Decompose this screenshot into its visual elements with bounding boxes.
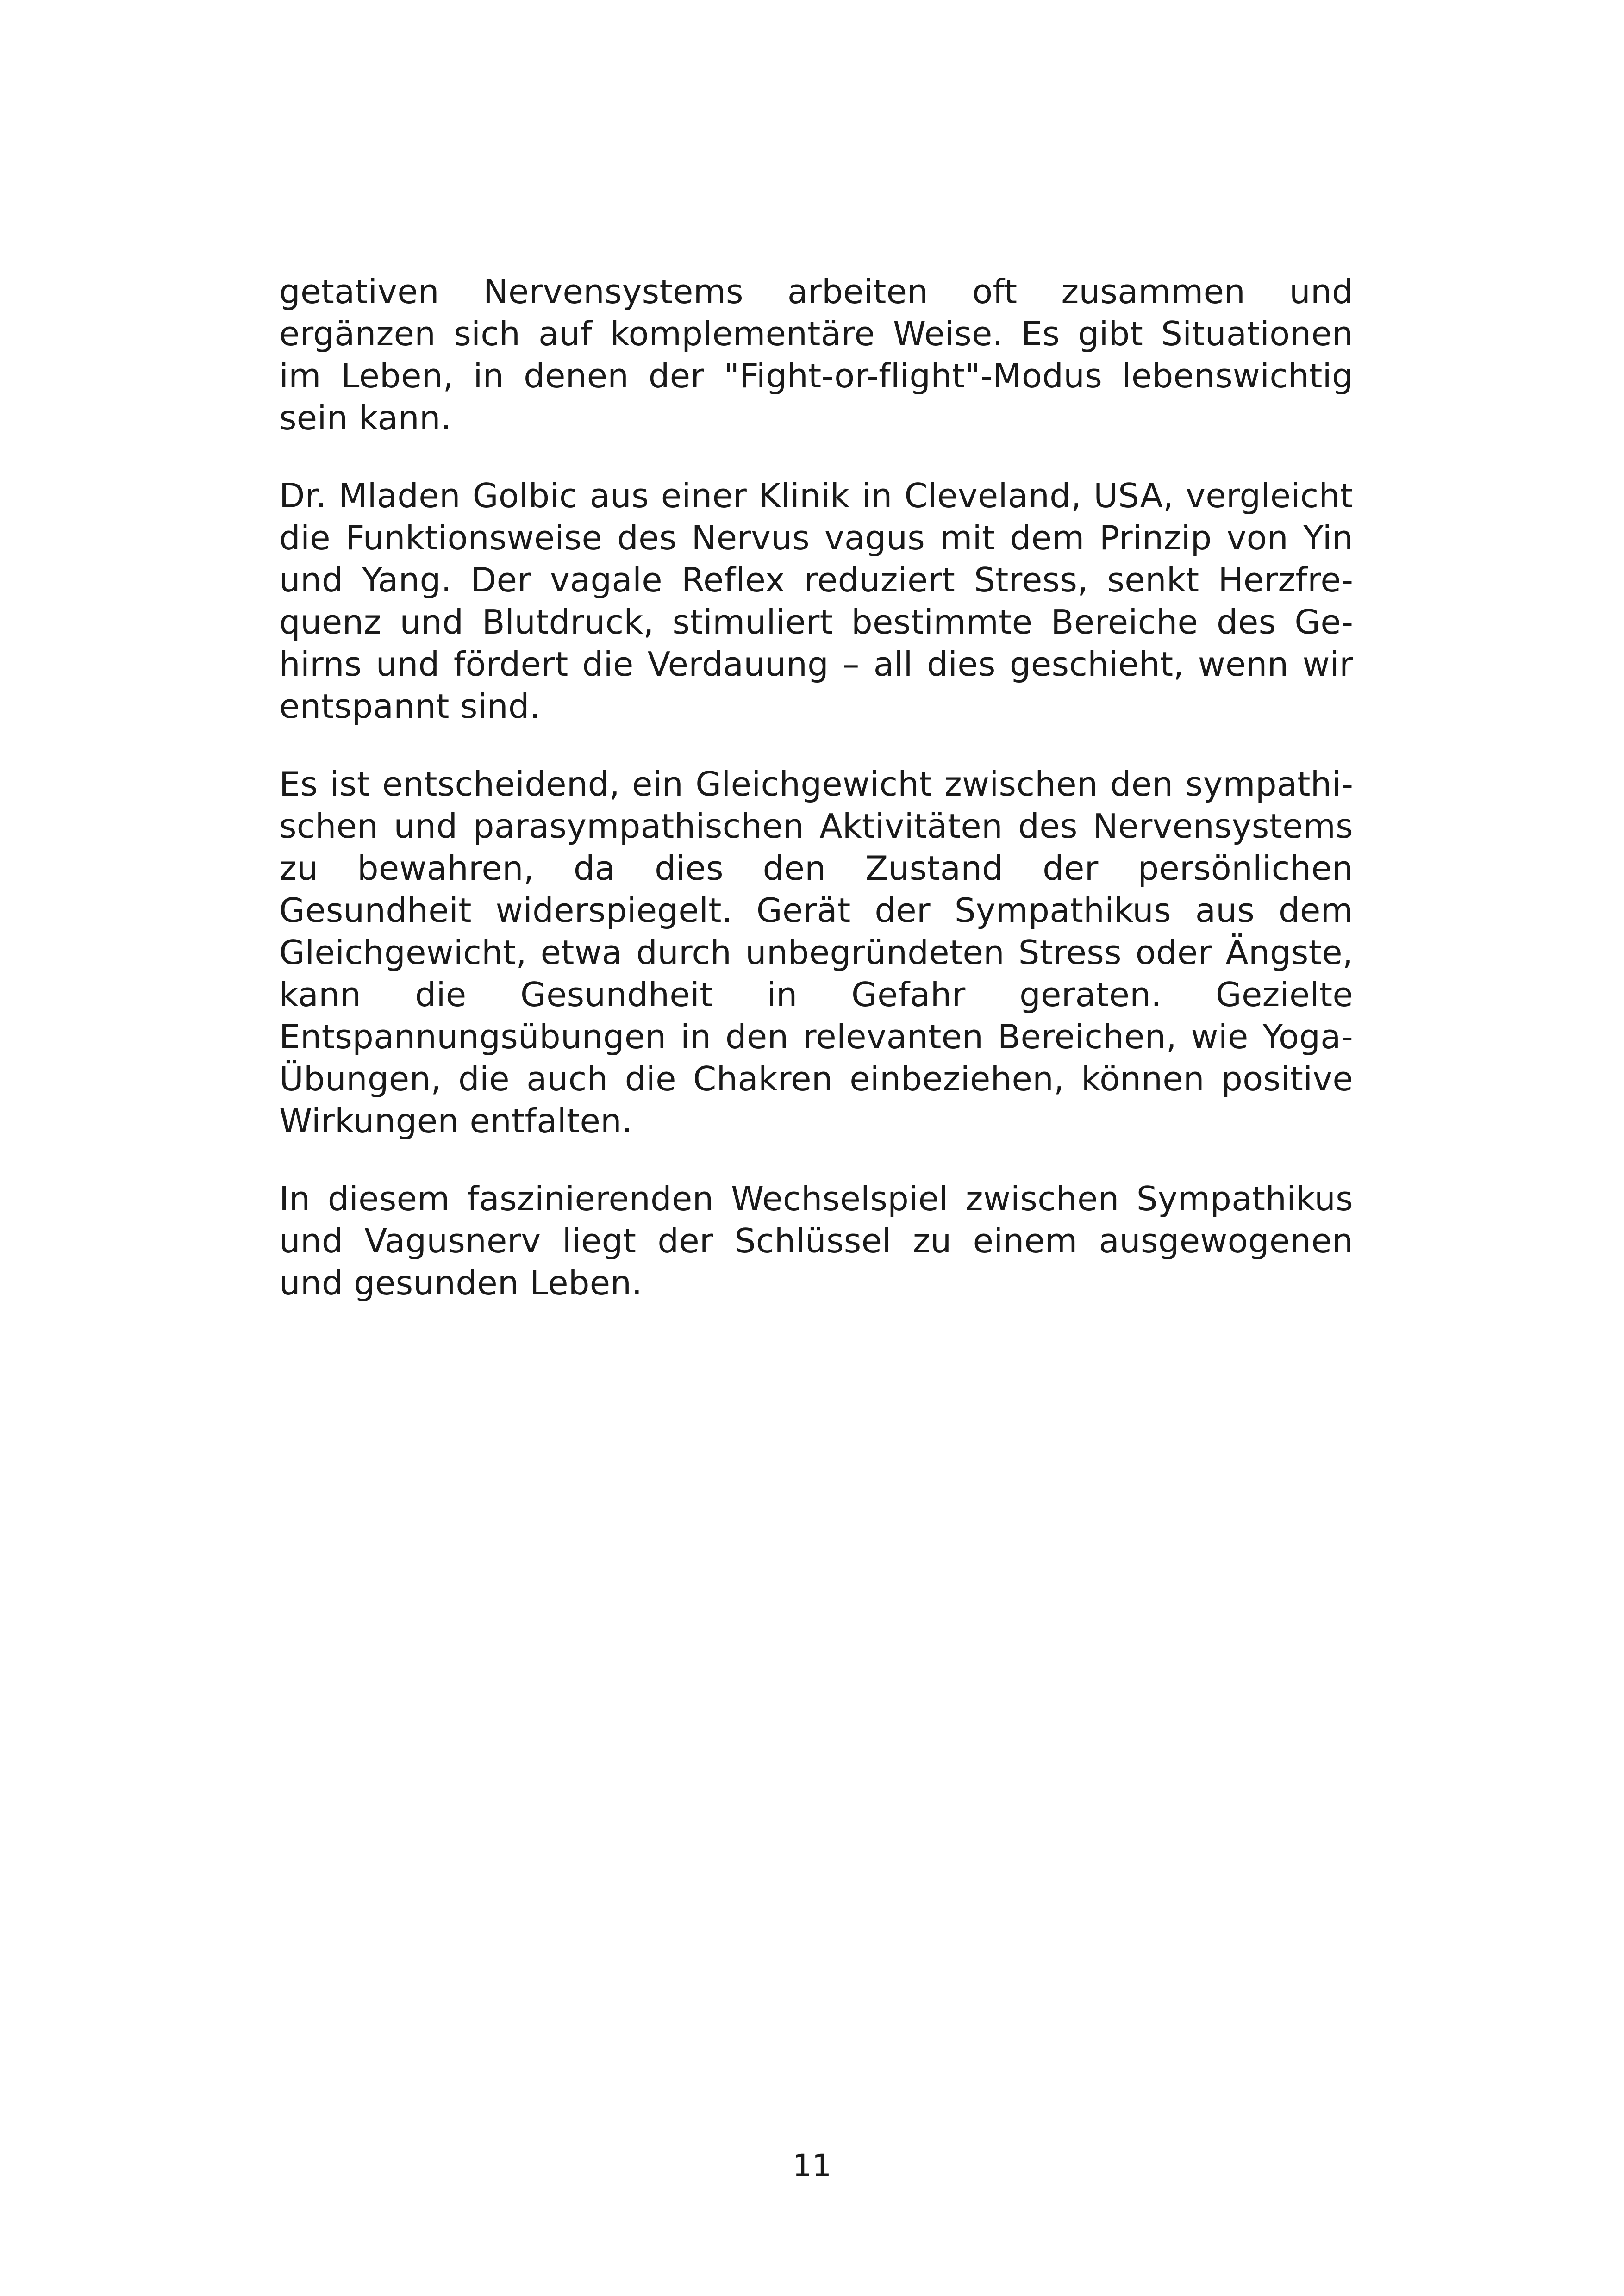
paragraph-1: getativen Nervensystems arbeiten oft zusammen und ergänzen sich auf komplementäre Weise. Es gibt Situationen im Leben, in denen der "Fight-or-flight"-Modus lebenswichtig sein kann.: [279, 272, 1353, 437]
paragraph-2: Dr. Mladen Golbic aus einer Klinik in Cleveland, USA, vergleicht die Funktionsweise des Nervus vagus mit dem Prinzip von Yin und Yang. Der vagale Reflex reduziert Stress, senkt Herzfrequenz und Blutdruck, stimuliert bestimmte Bereiche des Gehirns und fördert die Verdauung – all dies geschieht, wenn wir entspannt sind.: [279, 476, 1353, 726]
paragraph-4: In diesem faszinierenden Wechselspiel zwischen Sympathikus und Vagusnerv liegt der Schlüssel zu einem ausgewogenen und gesunden Leben.: [279, 1179, 1353, 1302]
paragraph-3: Es ist entscheidend, ein Gleichgewicht zwischen den sympathischen und parasympathischen Aktivitäten des Nervensystems zu bewahren, da dies den Zustand der persönlichen Gesundheit widerspiegelt. Gerät der Sympathikus aus dem Gleichgewicht, etwa durch unbegründeten Stress oder Ängste, kann die Gesundheit in Gefahr geraten. Gezielte Entspannungsübungen in den relevanten Bereichen, wie Yoga-Übungen, die auch die Chakren einbeziehen, können positive Wirkungen entfalten.: [279, 765, 1353, 1140]
body-text: [279, 271, 1353, 1340]
page-number: 11: [793, 2148, 831, 2184]
